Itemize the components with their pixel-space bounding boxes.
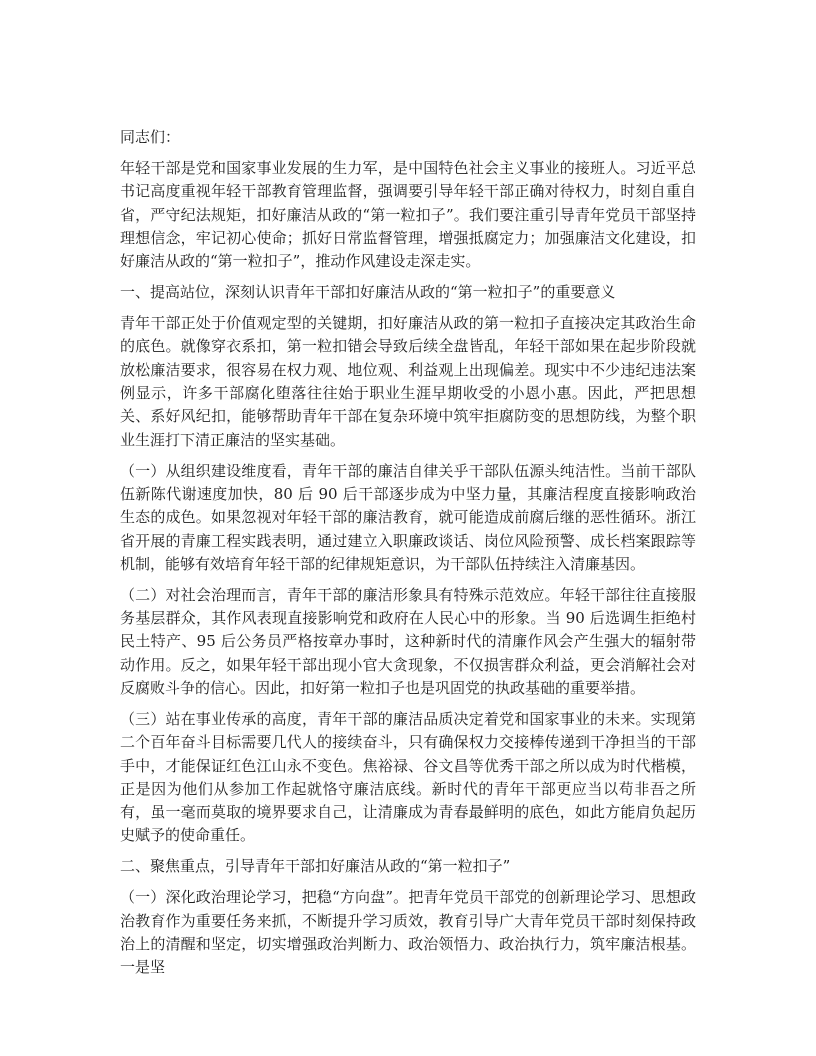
document-body — [120, 126, 696, 987]
section-1-point-3: （三）站在事业传承的高度，青年干部的廉洁品质决定着党和国家事业的未来。实现第二个百年奋斗目标需要几代人的接续奋斗，只有确保权力交接棒传递到干净担当的干部手中，才能保证红色江山永不变色。焦裕禄、谷文昌等优秀干部之所以成为时代楷模，正是因为他们从参加工作起就恪守廉洁底线。新时代的青年干部更应当以苟非吾之所有，虽一毫而莫取的境界要求自己，让清廉成为青春最鲜明的底色，如此方能肩负起历史赋予的使命重任。 — [120, 709, 696, 845]
section-2-heading: 二、聚焦重点，引导青年干部扣好廉洁从政的“第一粒扣子” — [120, 857, 511, 876]
salutation: 同志们： — [120, 128, 181, 146]
section-1-point-2: （二）对社会治理而言，青年干部的廉洁形象具有特殊示范效应。年轻干部往往直接服务基层群众，其作风表现直接影响党和政府在人民心中的形象。当 90 后选调生拒绝村民土特产、95 后公务员严格按章办事时，这种新时代的清廉作风会产生强大的辐射带动作用。反之，如果年轻干部出现小官大贪现象，不仅损害群众利益，更会消解社会对反腐败斗争的信心。因此，扣好第一粒扣子也是巩固党的执政基础的重要举措。 — [120, 585, 696, 697]
section-1-lead-paragraph: 青年干部正处于价值观定型的关键期，扣好廉洁从政的第一粒扣子直接决定其政治生命的底色。就像穿衣系扣，第一粒扣错会导致后续全盘皆乱，年轻干部如果在起步阶段就放松廉洁要求，很容易在权力观、地位观、利益观上出现偏差。现实中不少违纪违法案例显示，许多干部腐化堕落往往始于职业生涯早期收受的小恩小惠。因此，严把思想关、系好风纪扣，能够帮助青年干部在复杂环境中筑牢拒腐防变的思想防线，为整个职业生涯打下清正廉洁的坚实基础。 — [120, 314, 696, 449]
section-1-heading: 一、提高站位，深刻认识青年干部扣好廉洁从政的“第一粒扣子”的重要意义 — [120, 283, 616, 302]
intro-paragraph: 年轻干部是党和国家事业发展的生力军，是中国特色社会主义事业的接班人。习近平总书记高度重视年轻干部教育管理监督，强调要引导年轻干部正确对待权力，时刻自重自省，严守纪法规矩，扣好廉洁从政的“第一粒扣子”。我们要注重引导青年党员干部坚持理想信念，牢记初心使命；抓好日常监督管理，增强抵腐定力；加强廉洁文化建设，扣好廉洁从政的“第一粒扣子”，推动作风建设走深走实。 — [120, 158, 696, 271]
section-1-point-1: （一）从组织建设维度看，青年干部的廉洁自律关乎干部队伍源头纯洁性。当前干部队伍新陈代谢速度加快，80 后 90 后干部逐步成为中坚力量，其廉洁程度直接影响政治生态的成色。如果忽视对年轻干部的廉洁教育，就可能造成前腐后继的恶性循环。浙江省开展的青廉工程实践表明，通过建立入职廉政谈话、岗位风险预警、成长档案跟踪等机制，能够有效培育年轻干部的纪律规矩意识，为干部队伍持续注入清廉基因。 — [120, 461, 696, 573]
section-2-point-1: （一）深化政治理论学习，把稳“方向盘”。把青年党员干部党的创新理论学习、思想政治教育作为重要任务来抓，不断提升学习质效，教育引导广大青年党员干部时刻保持政治上的清醒和坚定，切实增强政治判断力、政治领悟力、政治执行力，筑牢廉洁根基。一是坚 — [120, 888, 696, 977]
